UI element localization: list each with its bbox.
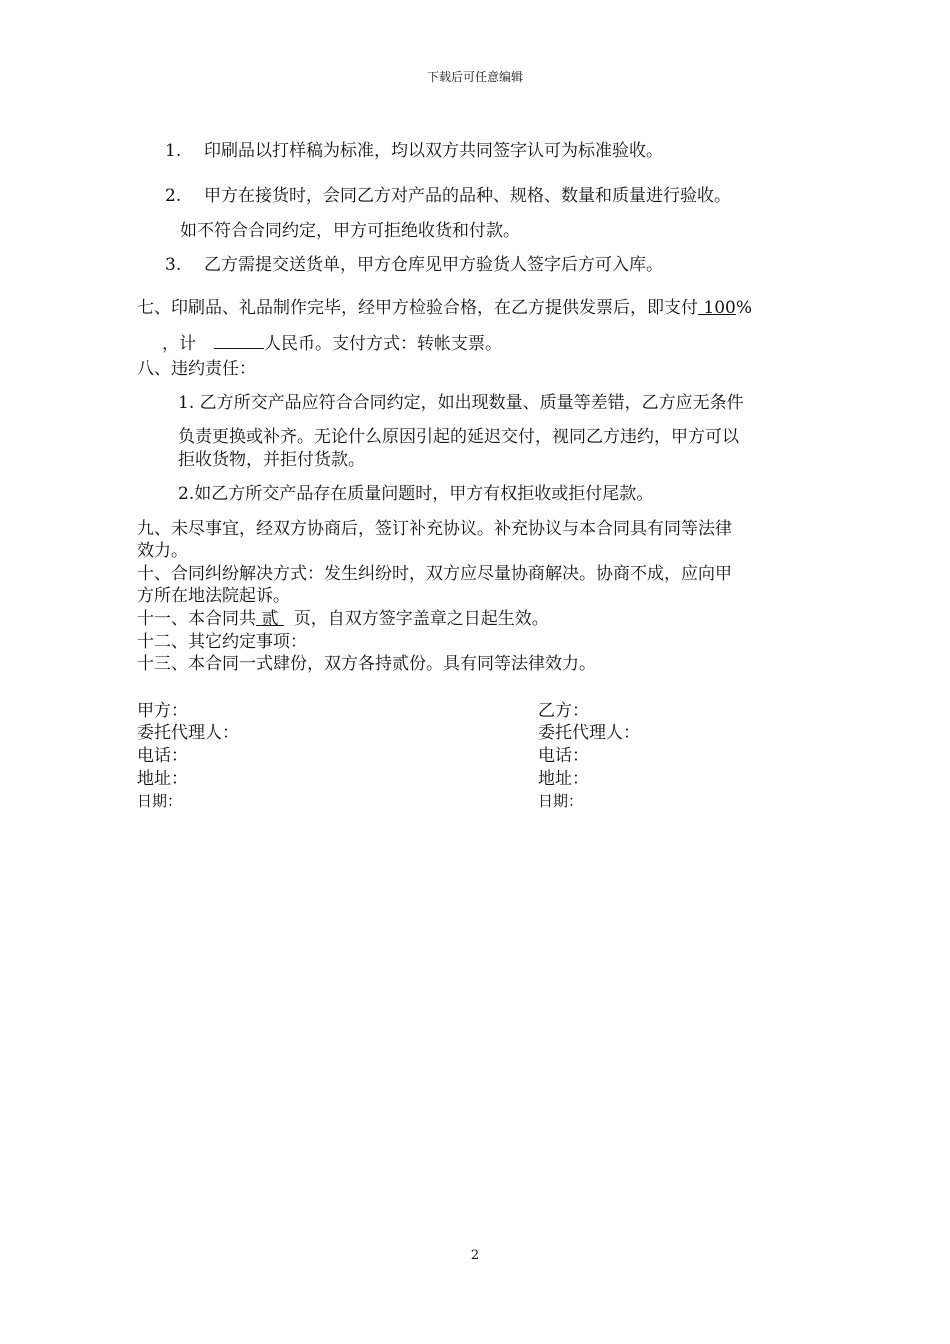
clause-13: 十三、本合同一式肆份，双方各持贰份。具有同等法律效力。 bbox=[137, 654, 596, 674]
payment-percent: 100 bbox=[698, 298, 736, 318]
clause-8-item-1-cont: 负责更换或补齐。无论什么原因引起的延迟交付，视同乙方违约，甲方可以 bbox=[178, 427, 739, 447]
party-a-address: 地址： bbox=[137, 769, 188, 789]
clause-9-line-1: 九、未尽事宜，经双方协商后，签订补充协议。补充协议与本合同具有同等法律 bbox=[137, 519, 732, 539]
party-b-phone: 电话： bbox=[538, 746, 589, 766]
party-a-date: 日期： bbox=[137, 792, 183, 810]
page-count: 贰 bbox=[256, 609, 284, 629]
party-b-label: 乙方： bbox=[538, 701, 589, 721]
page-header: 下载后可任意编辑 bbox=[426, 70, 523, 84]
clause-9-line-2: 效力。 bbox=[137, 541, 188, 561]
clause-7-line-1: 七、印刷品、礼品制作完毕，经甲方检验合格，在乙方提供发票后，即支付 100% bbox=[137, 298, 753, 318]
clause-11: 十一、本合同共 贰 页，自双方签字盖章之日起生效。 bbox=[137, 609, 549, 629]
page-number: 2 bbox=[470, 1248, 480, 1263]
clause-8-item-2: 2.如乙方所交产品存在质量问题时，甲方有权拒收或拒付尾款。 bbox=[178, 484, 654, 504]
amount-blank bbox=[214, 332, 264, 349]
party-a-phone: 电话： bbox=[137, 746, 188, 766]
list-number: 1. bbox=[165, 141, 182, 161]
clause-12: 十二、其它约定事项： bbox=[137, 632, 307, 652]
list-item: 甲方在接货时，会同乙方对产品的品种、规格、数量和质量进行验收。 bbox=[204, 186, 731, 206]
party-a-agent: 委托代理人： bbox=[137, 723, 239, 743]
clause-7-line-2: ，计 人民币。支付方式：转帐支票。 bbox=[162, 334, 502, 354]
party-b-date: 日期： bbox=[538, 792, 584, 810]
clause-10-line-2: 方所在地法院起诉。 bbox=[137, 586, 290, 606]
list-number: 3. bbox=[165, 255, 182, 275]
list-item: 乙方需提交送货单，甲方仓库见甲方验货人签字后方可入库。 bbox=[204, 255, 663, 275]
list-number: 2. bbox=[165, 186, 182, 206]
clause-10-line-1: 十、合同纠纷解决方式：发生纠纷时，双方应尽量协商解决。协商不成，应向甲 bbox=[137, 564, 732, 584]
list-item: 印刷品以打样稿为标准，均以双方共同签字认可为标准验收。 bbox=[204, 141, 663, 161]
party-b-agent: 委托代理人： bbox=[538, 723, 640, 743]
party-a-label: 甲方： bbox=[137, 701, 188, 721]
list-item-continuation: 如不符合合同约定，甲方可拒绝收货和付款。 bbox=[180, 221, 520, 241]
clause-8-title: 八、违约责任： bbox=[137, 359, 256, 379]
clause-8-item-1-cont: 拒收货物，并拒付货款。 bbox=[178, 450, 365, 470]
party-b-address: 地址： bbox=[538, 769, 589, 789]
clause-8-item-1: 1. 乙方所交产品应符合合同约定，如出现数量、质量等差错，乙方应无条件 bbox=[178, 393, 744, 413]
